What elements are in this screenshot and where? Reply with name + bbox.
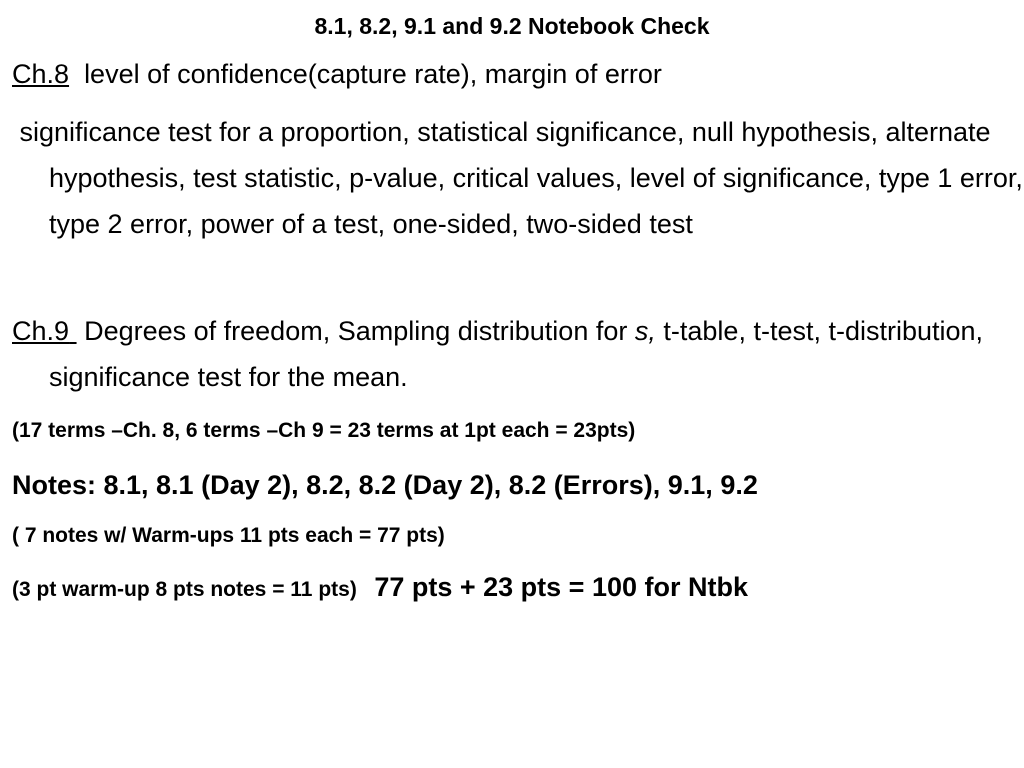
points-summary bbox=[12, 571, 1024, 606]
ch8-terms-continued bbox=[12, 109, 1024, 247]
ch8-paragraph bbox=[12, 51, 1024, 97]
ch9-s-symbol: s, bbox=[634, 316, 656, 346]
page-title: 8.1, 8.2, 9.1 and 9.2 Notebook Check bbox=[314, 13, 710, 39]
ch9-paragraph bbox=[12, 308, 1024, 400]
notes-count: ( 7 notes w/ Warm-ups 11 pts each = 77 pts) bbox=[12, 524, 445, 547]
ch8-terms-line2: significance test for a proportion, statistical significance, null hypothesis, alternate hypothesis, test statistic, p-value, critical values, level of significance, type 1 error, type 2 error, power of a test, one-sided, two-sided test bbox=[19, 117, 1023, 239]
warmup-breakdown: (3 pt warm-up 8 pts notes = 11 pts) bbox=[12, 578, 357, 601]
total-points: 77 pts + 23 pts = 100 for Ntbk bbox=[374, 572, 748, 602]
notes-list: Notes: 8.1, 8.1 (Day 2), 8.2, 8.2 (Day 2), 8.2 (Errors), 9.1, 9.2 bbox=[12, 470, 758, 500]
terms-count: (17 terms –Ch. 8, 6 terms –Ch 9 = 23 terms at 1pt each = 23pts) bbox=[12, 419, 636, 442]
ch8-label: Ch.8 bbox=[12, 59, 70, 89]
ch9-terms-before-s: Degrees of freedom, Sampling distribution for bbox=[84, 316, 628, 346]
ch8-terms-line1: level of confidence(capture rate), margin of error bbox=[84, 59, 662, 89]
ch9-label: Ch.9 bbox=[12, 316, 70, 346]
ch9-terms-after-s: t-table, t-test, t-distribution, significance test for the mean. bbox=[49, 316, 984, 392]
